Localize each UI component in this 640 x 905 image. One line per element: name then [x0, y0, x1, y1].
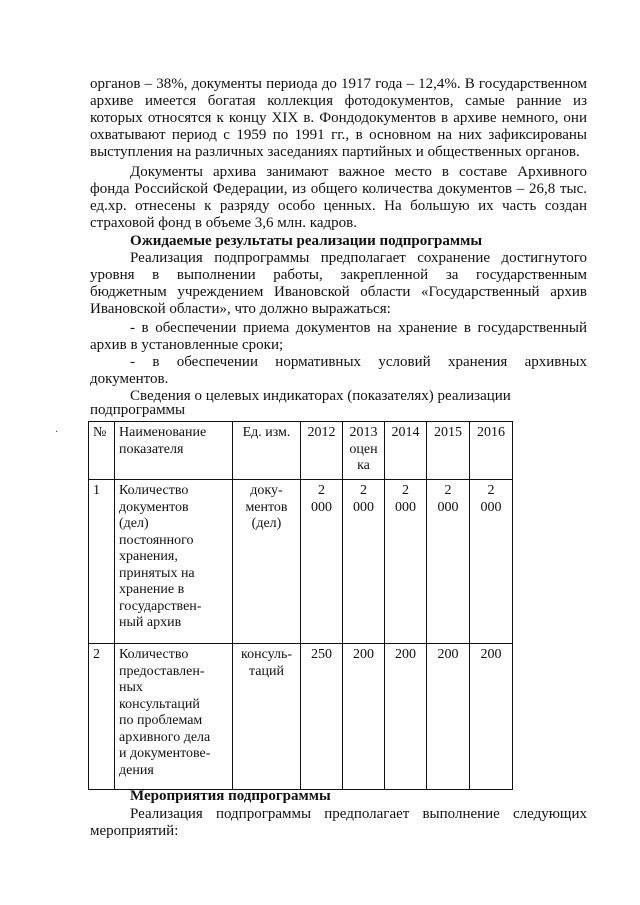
value-2012 — [301, 480, 343, 644]
row-indicator-name — [115, 480, 233, 644]
text-line: подпрограммы — [90, 402, 186, 418]
text-line: ед.хр. отнесены к разряду особо ценных. На большую их часть создан — [90, 198, 587, 214]
text-line: 2 — [487, 483, 495, 498]
text-line: консультаций — [119, 696, 200, 712]
text-line: Сведения о целевых индикаторах (показателях) реализации — [130, 388, 511, 404]
text-line: 2 — [318, 483, 325, 498]
value-2012: 250 — [301, 644, 343, 790]
text-line: мероприятий: — [90, 823, 179, 839]
text-line: Наименование — [119, 425, 207, 440]
row-unit — [233, 644, 301, 790]
row-indicator-name — [115, 644, 233, 790]
table-caption — [90, 388, 587, 419]
text-line: 000 — [395, 499, 416, 515]
row-num: 1 — [89, 480, 115, 644]
header-2014: 2014 — [385, 422, 427, 480]
paragraph-percentages — [90, 76, 587, 161]
bullet-storage — [90, 354, 587, 388]
header-indicator-name — [115, 422, 233, 480]
text-line: охватывают период с 1959 по 1991 гг., в основном на них зафиксированы — [90, 127, 587, 143]
indicators-table — [88, 421, 513, 790]
text-line: и документове- — [119, 746, 211, 761]
text-line: Количество — [119, 647, 189, 662]
text-line: предоставлен- — [119, 663, 205, 679]
text-line: Количество — [119, 483, 189, 498]
value-2014 — [385, 480, 427, 644]
text-line: принятых на — [119, 565, 195, 581]
text-line: которых относятся к концу XIX в. Фондодокументов в архиве немного, они — [90, 110, 587, 126]
value-2013: 200 — [343, 644, 385, 790]
text-line: Документы архива занимают важное место в составе Архивного — [130, 164, 587, 180]
text-line: Ивановской области», что должно выражаться: — [90, 301, 391, 317]
text-line: органов – 38%, документы периода до 1917 года – 12,4%. В государственном — [90, 76, 587, 92]
text-line: ка — [357, 458, 370, 473]
text-line: таций — [249, 663, 284, 679]
text-line: (дел) — [251, 516, 282, 531]
text-line: (дел) — [119, 516, 149, 531]
text-line: бюджетным учреждением Ивановской области «Государственный архив — [90, 284, 587, 300]
row-unit — [233, 480, 301, 644]
text-line: уровня в выполнении работы, закрепленной за государственным — [90, 267, 587, 283]
text-line: консуль- — [240, 647, 293, 662]
paragraph-implementation — [90, 250, 587, 318]
row-num: 2 — [89, 644, 115, 790]
text-line: дения — [119, 762, 154, 778]
margin-mark: · — [55, 427, 59, 438]
value-2013 — [343, 480, 385, 644]
text-line: показателя — [119, 441, 184, 457]
text-line: 2013 — [349, 425, 378, 440]
text-line: - в обеспечении приема документов на хранение в государственный — [130, 320, 587, 336]
text-line: 000 — [353, 499, 374, 515]
text-line: 2 — [360, 483, 367, 498]
header-num: № — [89, 422, 115, 480]
text-line: 000 — [311, 499, 332, 515]
text-line: архивного дела — [119, 729, 211, 745]
text-line: ных — [119, 680, 143, 695]
table-row — [89, 480, 513, 644]
header-2013-estimate — [343, 422, 385, 480]
text-line: 000 — [437, 499, 459, 515]
value-2016 — [470, 480, 513, 644]
paragraph-archive-fund — [90, 164, 587, 232]
value-2015: 200 — [427, 644, 470, 790]
text-line: государствен- — [119, 598, 202, 614]
text-line: архиве имеется богатая коллекция фотодокументов, самые ранние из — [90, 93, 587, 109]
text-line: - в обеспечении нормативных условий хранения архивных — [130, 354, 587, 370]
text-line: хранение в — [119, 582, 185, 597]
header-2015: 2015 — [427, 422, 470, 480]
header-2016: 2016 — [470, 422, 513, 480]
text-line: Реализация подпрограммы предполагает выполнение следующих — [130, 806, 587, 822]
text-line: документов — [119, 499, 189, 515]
text-line: ный архив — [119, 615, 182, 630]
bullet-intake — [90, 320, 587, 354]
table-row — [89, 644, 513, 790]
text-line: 000 — [480, 499, 502, 515]
text-line: страховой фонд в объеме 3,6 млн. кадров. — [90, 215, 357, 231]
heading-expected-results: Ожидаемые результаты реализации подпрограммы — [130, 233, 483, 249]
text-line: архив в установленные сроки; — [90, 337, 284, 353]
text-line: 2 — [402, 483, 409, 498]
text-line: документов. — [90, 371, 169, 387]
text-line: фонда Российской Федерации, из общего количества документов – 26,8 тыс. — [90, 181, 587, 197]
text-line: ментов — [245, 499, 288, 515]
table-header-row — [89, 422, 513, 480]
heading-activities: Мероприятия подпрограммы — [130, 788, 331, 804]
text-line: Реализация подпрограммы предполагает сохранение достигнутого — [130, 250, 587, 266]
text-line: по проблемам — [119, 713, 203, 728]
text-line: постоянного — [119, 532, 194, 548]
header-unit: Ед. изм. — [233, 422, 301, 480]
value-2015 — [427, 480, 470, 644]
text-line: 2 — [444, 483, 452, 498]
paragraph-activities — [90, 806, 587, 840]
header-2012: 2012 — [301, 422, 343, 480]
value-2014: 200 — [385, 644, 427, 790]
value-2016: 200 — [470, 644, 513, 790]
text-line: оцен — [349, 441, 378, 457]
text-line: выступления на различных заседаниях партийных и общественных органов. — [90, 144, 580, 160]
text-line: хранения, — [119, 549, 178, 564]
text-line: доку- — [250, 483, 283, 498]
